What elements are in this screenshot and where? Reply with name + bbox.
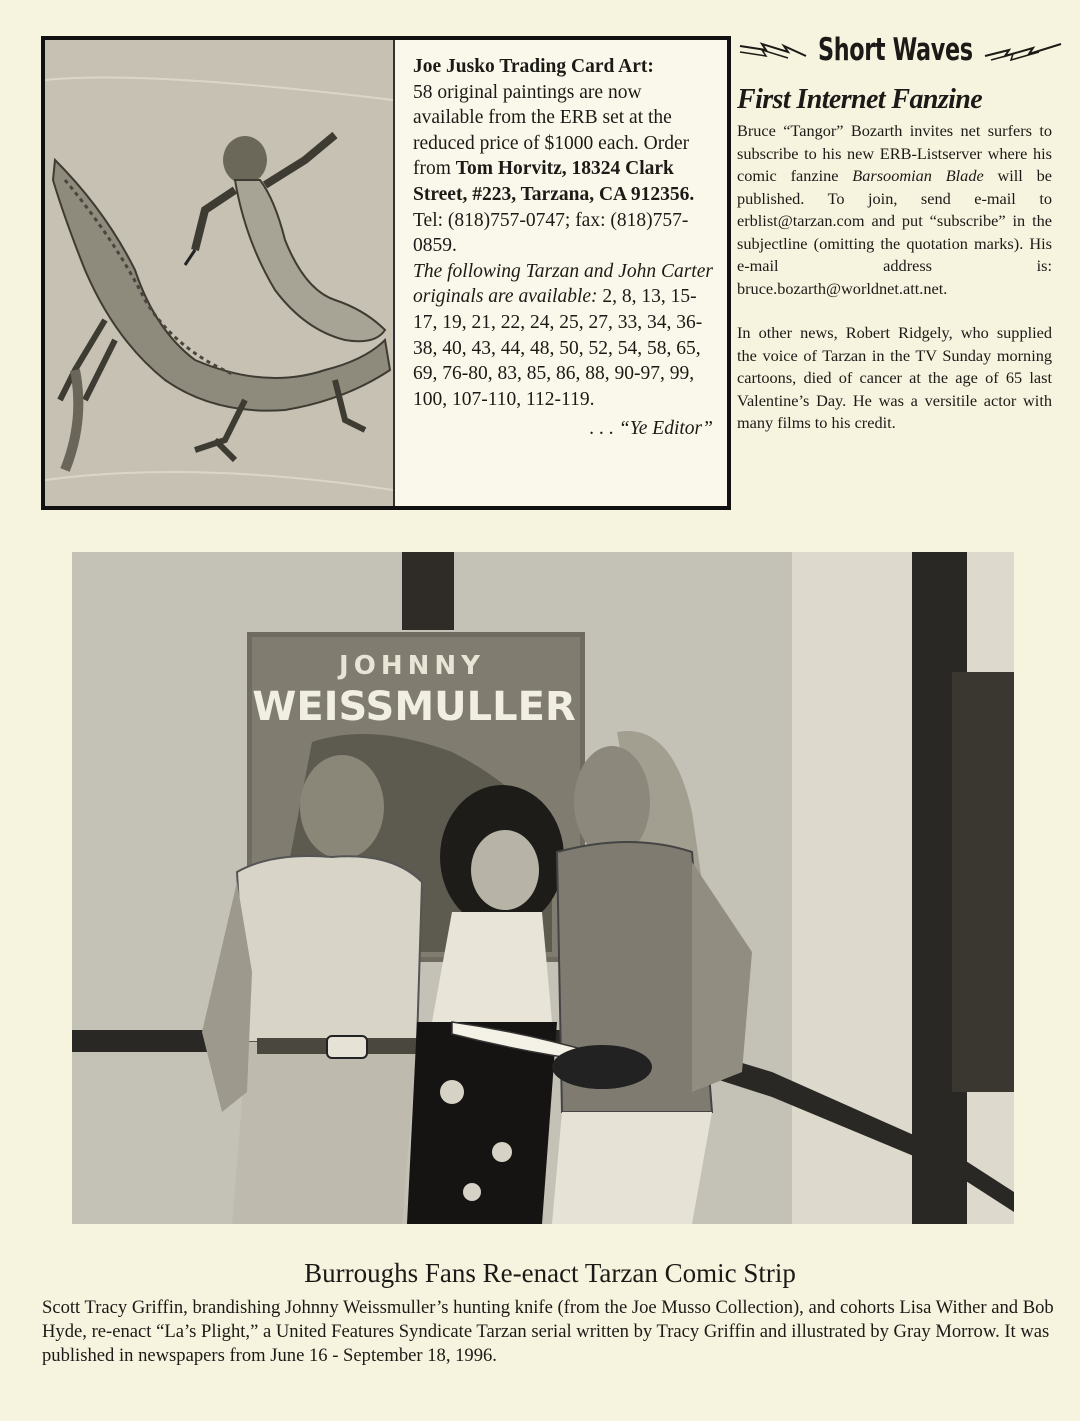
ad-text-block — [395, 40, 727, 506]
ad-contact-address: Tom Horvitz, 18324 Clark Street, #223, Tarzana, CA 912356. — [413, 158, 695, 205]
ad-originals-intro: The following Tarzan and John Carter originals are available: — [413, 260, 713, 308]
short-waves-column — [737, 120, 1052, 435]
poster-text-johnny: JOHNNY — [339, 651, 485, 681]
photo-caption-title: Burroughs Fans Re-enact Tarzan Comic Strip — [304, 1258, 796, 1288]
short-waves-header — [738, 30, 1068, 80]
ad-originals-list: 2, 8, 13, 15-17, 19, 21, 22, 24, 25, 27, 33, 34, 36-38, 40, 43, 44, 48, 50, 52, 54, 58, 65, 69, 76-80, 83, 85, 86, 88, 90-97, 99, 100, 107-110, 112-119. — [413, 286, 703, 410]
fanzine-text-a: Bruce “Tangor” Bozarth invites net surfers to subscribe to his new ERB-Listserver where his comic fanzine — [737, 121, 1052, 185]
lightning-left-icon — [738, 40, 808, 62]
fanzine-text-b: will be published. To join, send e-mail to erblist@tarzan.com and put “subscribe” in the subjectline (omitting the quotation marks). His e-mail address is: bruce.bozarth@worldnet.att.net. — [737, 166, 1052, 298]
fanzine-title-italic: Barsoomian Blade — [852, 166, 984, 185]
news-paragraph: In other news, Robert Ridgely, who supplied the voice of Tarzan in the TV Sunday morning cartoons, died of cancer at the age of 65 last Valentine’s Day. He was a versitile actor with many films to his credit. — [737, 323, 1052, 432]
ad-contact-phone: Tel: (818)757-0747; fax: (818)757-0859. — [413, 209, 689, 257]
lightning-right-icon — [983, 40, 1063, 62]
short-waves-title: Short Waves — [818, 32, 973, 68]
ad-description: 58 original paintings are now available from the ERB set at the reduced price of $1000 each. Order from — [413, 81, 690, 180]
photo-caption-body: Scott Tracy Griffin, brandishing Johnny Weissmuller’s hunting knife (from the Joe Musso Collection), and cohorts Lisa Wither and Bob Hyde, re-enact “La’s Plight,” a United Features Syndicate Tarzan serial written by Tracy Griffin and illustrated by Gray Morrow. It was published in newspapers from June 16 - September 18, 1996. — [42, 1297, 1054, 1366]
trading-card-ad — [41, 36, 731, 510]
ad-heading: Joe Jusko Trading Card Art: — [413, 56, 654, 77]
poster-text-weissmuller: WEISSMULLER — [252, 684, 576, 730]
crocodile-illustration — [45, 40, 395, 506]
ad-signature: . . . “Ye Editor” — [589, 418, 713, 440]
fanzine-paragraph — [737, 120, 1052, 300]
fans-photo — [72, 552, 1014, 1224]
fanzine-heading: First Internet Fanzine — [737, 84, 983, 115]
